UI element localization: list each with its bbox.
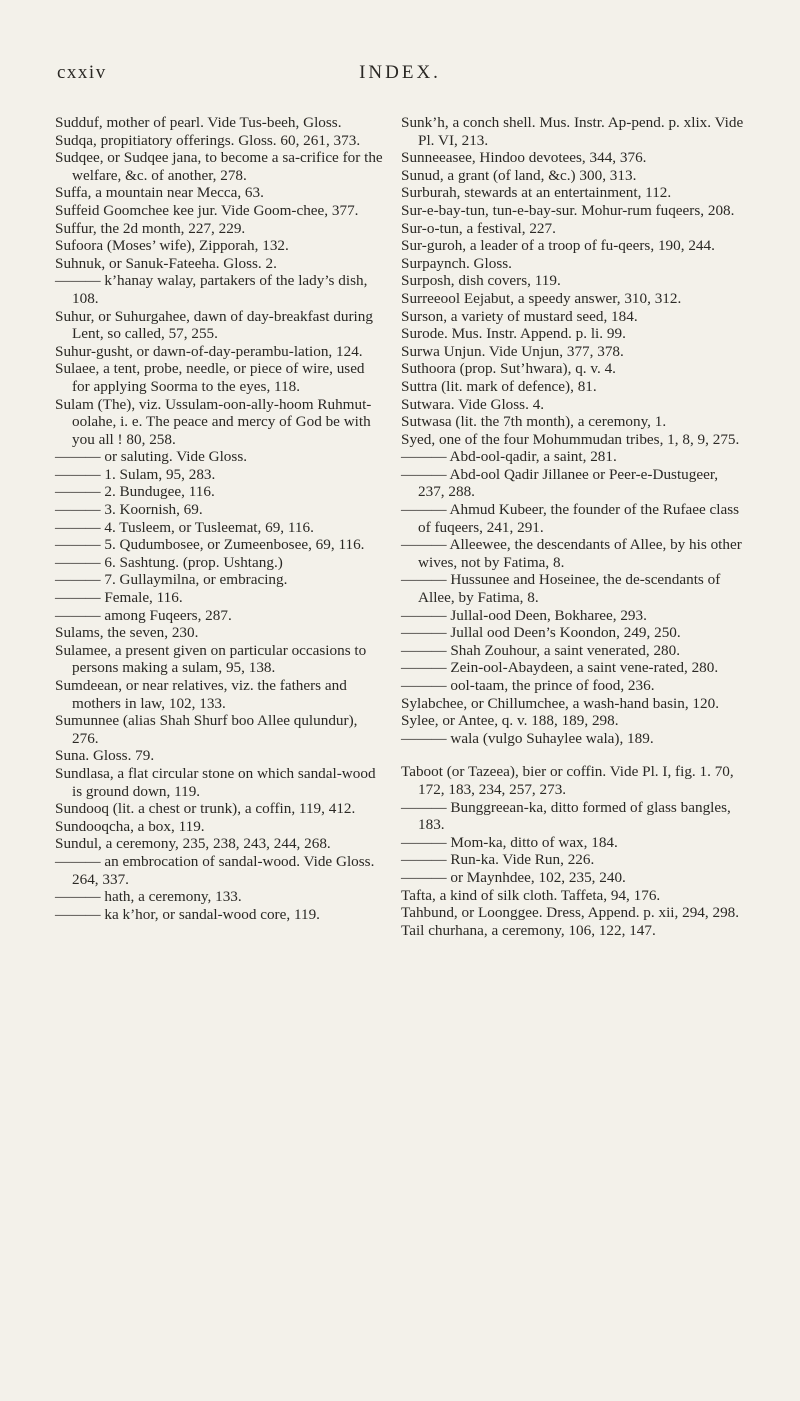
index-entry: ——— Hussunee and Hoseinee, the de-scendants of Allee, by Fatima, 8.	[401, 571, 721, 607]
index-entry: ——— Alleewee, the descendants of Allee, by his other wives, not by Fatima, 8.	[401, 536, 742, 571]
running-title: INDEX.	[359, 62, 441, 83]
index-entry: Sulamee, a present given on particular occasions to persons making a sulam, 95, 138.	[55, 641, 367, 677]
index-entry: Sur-e-bay-tun, tun-e-bay-sur. Mohur-rum fuqeers, 208.	[401, 201, 735, 219]
index-entry: ——— Jullal-ood Deen, Bokharee, 293.	[401, 606, 647, 624]
index-entry: Sylabchee, or Chillumchee, a wash-hand basin, 120.	[401, 694, 720, 712]
index-entry: ——— or saluting. Vide Gloss.	[55, 448, 248, 466]
index-entry: ——— hath, a ceremony, 133.	[55, 888, 242, 906]
index-entry: Suthoora (prop. Sut’hwara), q. v. 4.	[401, 360, 616, 378]
index-entry: ——— Ahmud Kubeer, the founder of the Rufaee class of fuqeers, 241, 291.	[401, 501, 740, 536]
index-entry: Sutwasa (lit. the 7th month), a ceremony, 1.	[401, 413, 667, 431]
index-entry: Sunud, a grant (of land, &c.) 300, 313.	[401, 166, 637, 184]
index-entry: Sumunnee (alias Shah Shurf boo Allee qulundur), 276.	[55, 712, 358, 747]
index-entry: Sunneeasee, Hindoo devotees, 344, 376.	[401, 149, 647, 167]
index-entry: Sumdeean, or near relatives, viz. the fathers and mothers in law, 102, 133.	[55, 677, 347, 712]
index-entry: Sudqa, propitiatory offerings. Gloss. 60, 261, 373.	[55, 131, 361, 149]
index-entry: Suhur, or Suhurgahee, dawn of day-breakfast during Lent, so called, 57, 255.	[55, 307, 373, 343]
index-entry: Tafta, a kind of silk cloth. Taffeta, 94, 176.	[401, 886, 661, 904]
index-entry: Taboot (or Tazeea), bier or coffin. Vide Pl. I, fig. 1. 70, 172, 183, 234, 257, 273.	[401, 763, 734, 798]
index-entry: ——— Abd-ool-qadir, a saint, 281.	[401, 448, 617, 466]
index-entry: ——— 6. Sashtung. (prop. Ushtang.)	[55, 553, 283, 571]
index-entry: ——— k’hanay walay, partakers of the lady’s dish, 108.	[55, 272, 368, 307]
index-entry: Syed, one of the four Mohummudan tribes, 1, 8, 9, 275.	[401, 430, 740, 448]
index-entry: Surwa Unjun. Vide Unjun, 377, 378.	[401, 342, 624, 360]
index-entry: ——— among Fuqeers, 287.	[55, 606, 232, 624]
index-entry: Suffeid Goomchee kee jur. Vide Goom-chee, 377.	[55, 201, 359, 219]
index-entry: Surode. Mus. Instr. Append. p. li. 99.	[401, 325, 626, 343]
index-entry: Suna. Gloss. 79.	[55, 747, 155, 765]
left-column	[55, 114, 385, 923]
index-entry: ——— Mom-ka, ditto of wax, 184.	[401, 833, 618, 851]
index-entry: Sur-o-tun, a festival, 227.	[401, 219, 556, 237]
index-entry: Sundlasa, a flat circular stone on which sandal-wood is ground down, 119.	[55, 764, 376, 800]
index-entry: Sulaee, a tent, probe, needle, or piece of wire, used for applying Soorma to the eyes, 118.	[55, 360, 365, 395]
index-entry: ——— 2. Bundugee, 116.	[55, 483, 215, 501]
index-entry: Sundooqcha, a box, 119.	[55, 817, 205, 835]
index-entry: ——— ka k’hor, or sandal-wood core, 119.	[55, 905, 320, 923]
index-entry: ——— Bunggreean-ka, ditto formed of glass bangles, 183.	[401, 798, 731, 834]
index-entry: Sudduf, mother of pearl. Vide Tus-beeh, Gloss.	[55, 114, 342, 131]
index-entry: Surreeool Eejabut, a speedy answer, 310, 312.	[401, 289, 682, 307]
index-entry: Sundul, a ceremony, 235, 238, 243, 244, 268.	[55, 835, 331, 853]
index-entry: ——— ool-taam, the prince of food, 236.	[401, 677, 655, 694]
index-entry: ——— Jullal ood Deen’s Koondon, 249, 250.	[401, 624, 681, 642]
index-entry: Tail churhana, a ceremony, 106, 122, 147.	[401, 921, 656, 939]
page-number: cxxiv	[57, 62, 107, 83]
index-entry: ——— an embrocation of sandal-wood. Vide Gloss. 264, 337.	[55, 852, 375, 888]
index-entry: Sundooq (lit. a chest or trunk), a coffin, 119, 412.	[55, 800, 356, 818]
right-column	[401, 114, 746, 939]
index-entry: ——— Shah Zouhour, a saint venerated, 280.	[401, 641, 681, 659]
index-entry: Suhnuk, or Sanuk-Fateeha. Gloss. 2.	[55, 254, 277, 272]
index-entry: Sulams, the seven, 230.	[55, 624, 199, 642]
index-entry: ——— Female, 116.	[55, 589, 183, 607]
index-entry: ——— 4. Tusleem, or Tusleemat, 69, 116.	[55, 518, 314, 536]
index-entry: ——— Run-ka. Vide Run, 226.	[401, 851, 595, 869]
index-entry: ——— wala (vulgo Suhaylee wala), 189.	[401, 729, 654, 747]
index-entry: Suffa, a mountain near Mecca, 63.	[55, 184, 264, 202]
index-entry: Sunk’h, a conch shell. Mus. Instr. Ap-pend. p. xlix. Vide Pl. VI, 213.	[401, 114, 744, 149]
index-entry: Surpaynch. Gloss.	[401, 254, 512, 272]
index-entry: ——— 7. Gullaymilna, or embracing.	[55, 571, 288, 589]
index-entry: ——— 3. Koornish, 69.	[55, 501, 203, 519]
index-entry: Suffur, the 2d month, 227, 229.	[55, 219, 246, 237]
index-entry: Suhur-gusht, or dawn-of-day-perambu-lation, 124.	[55, 342, 363, 360]
index-entry: Sulam (The), viz. Ussulam-oon-ally-hoom Ruhmut-oolahe, i. e. The peace and mercy of God be with you all ! 80, 258.	[55, 395, 372, 448]
index-entry: Sufoora (Moses’ wife), Zipporah, 132.	[55, 237, 289, 255]
index-entry: Tahbund, or Loonggee. Dress, Append. p. xii, 294, 298.	[401, 904, 740, 922]
page-header	[0, 62, 800, 92]
index-entry: Sudqee, or Sudqee jana, to become a sa-crifice for the welfare, &c. of another, 278.	[55, 149, 383, 184]
index-entry: Surson, a variety of mustard seed, 184.	[401, 307, 638, 325]
index-entry: Suttra (lit. mark of defence), 81.	[401, 377, 597, 395]
index-entry: ——— or Maynhdee, 102, 235, 240.	[401, 868, 626, 886]
index-entry: ——— 1. Sulam, 95, 283.	[55, 465, 216, 483]
index-entry: Surposh, dish covers, 119.	[401, 272, 561, 290]
index-entry: ——— Zein-ool-Abaydeen, a saint vene-rated, 280.	[401, 659, 719, 677]
index-entry: Sylee, or Antee, q. v. 188, 189, 298.	[401, 712, 619, 730]
index-entry: Sutwara. Vide Gloss. 4.	[401, 395, 545, 413]
index-entry: Sur-guroh, a leader of a troop of fu-qeers, 190, 244.	[401, 237, 715, 255]
index-entry: Surburah, stewards at an entertainment, 112.	[401, 184, 672, 202]
index-entry: ——— Abd-ool Qadir Jillanee or Peer-e-Dustugeer, 237, 288.	[401, 465, 719, 501]
index-entry: ——— 5. Qudumbosee, or Zumeenbosee, 69, 116.	[55, 536, 365, 554]
